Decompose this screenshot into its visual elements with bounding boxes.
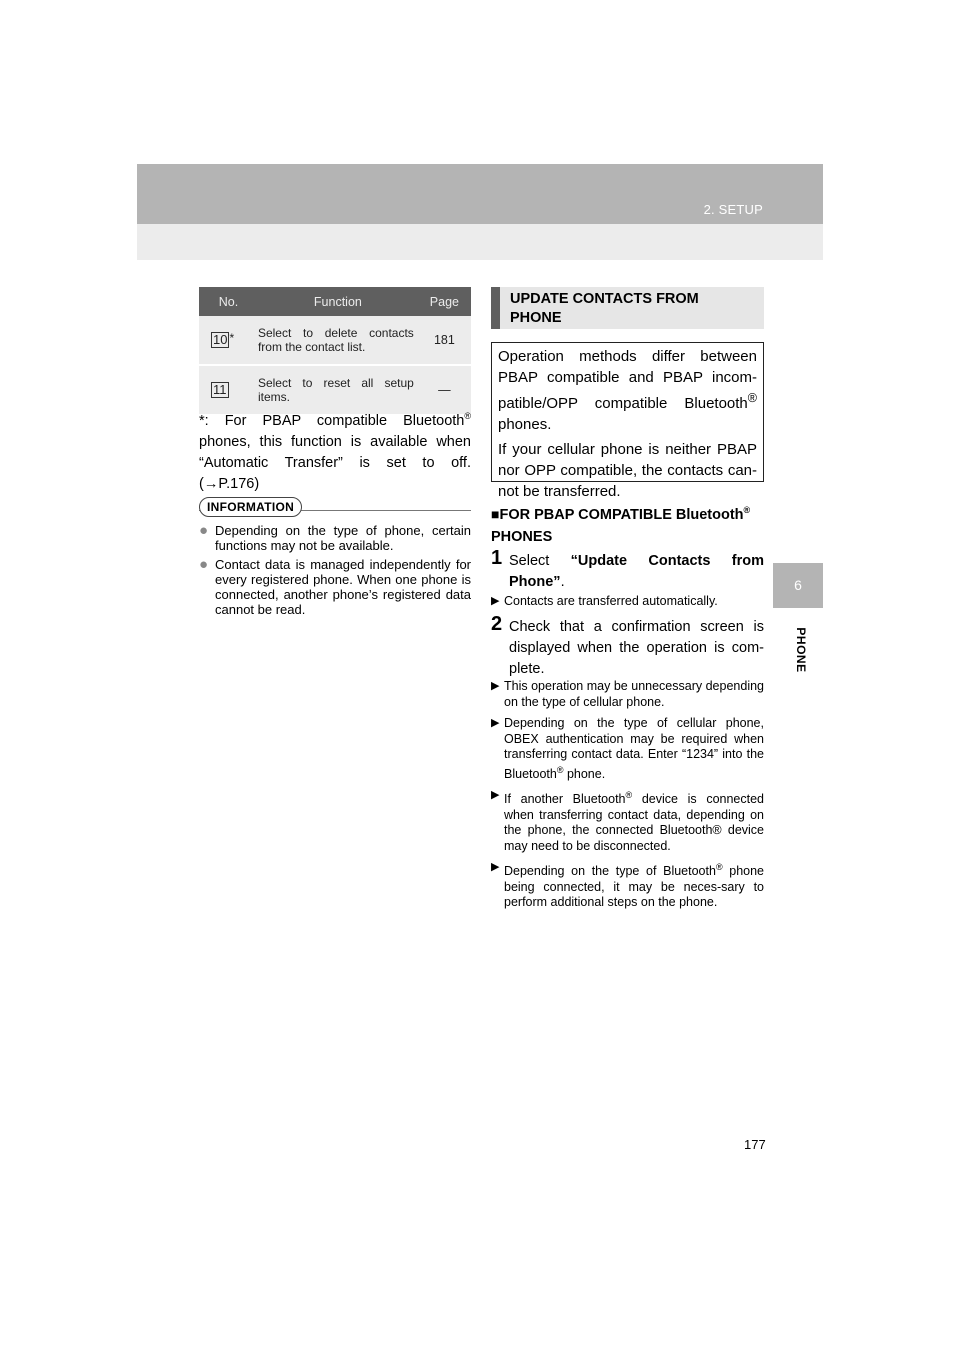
row-function: Select to reset all setup items. xyxy=(258,365,418,415)
column-header-page: Page xyxy=(418,287,471,316)
bullet-triangle-icon: ▶ xyxy=(491,680,500,692)
heading-bar xyxy=(491,287,500,329)
information-list xyxy=(199,523,471,617)
step-number: 2 xyxy=(491,613,503,635)
section-title: UPDATE CONTACTS FROM PHONE xyxy=(510,291,699,326)
row-function: Select to delete contacts from the contact list. xyxy=(258,316,418,365)
row-page: — xyxy=(418,365,471,415)
chapter-label: PHONE xyxy=(794,627,808,673)
column-header-no: No. xyxy=(199,287,258,316)
bullet-triangle-icon: ▶ xyxy=(491,595,500,607)
square-marker-icon: ■ xyxy=(491,505,500,522)
column-header-function: Function xyxy=(258,287,418,316)
table-footnote: *: For PBAP compatible Bluetooth® phones, this function is available when “Automatic Transfer” is set to off. (→P.176) xyxy=(199,411,471,492)
row-marker: * xyxy=(229,331,235,345)
list-item: ▶ This operation may be unnecessary depending on the type of cellular phone. xyxy=(491,679,764,709)
list-item: ● Depending on the type of phone, certain functions may not be available. xyxy=(199,522,471,553)
list-item: ▶ If another Bluetooth® device is connected when transferring contact data, depending on the phone, the connected Bluetooth® device may need to be disconnected. xyxy=(491,789,765,853)
step-number: 1 xyxy=(491,547,503,569)
step-2: 2 Check that a confirmation screen is displayed when the operation is com-plete. xyxy=(491,613,764,677)
list-item: ▶ Depending on the type of cellular phone, OBEX authentication may be required when transferring contact data. Enter “1234” into the Bluetooth® phone. xyxy=(491,716,764,781)
row-number: 10 xyxy=(213,332,228,347)
page-number: 177 xyxy=(744,1137,766,1152)
subheading: ■FOR PBAP COMPATIBLE Bluetooth® PHONES xyxy=(491,505,751,545)
step-2-notes xyxy=(491,679,764,917)
list-item: ▶ Contacts are transferred automatically. xyxy=(491,594,718,608)
function-table xyxy=(199,287,471,416)
list-item: ● Contact data is managed independently for every registered phone. When one phone is connected, another phone’s registered data cannot be read. xyxy=(199,556,471,617)
note-box xyxy=(491,342,764,500)
note-paragraph: Operation methods differ between PBAP compatible and PBAP incom-patible/OPP compatible Bluetooth® phones. xyxy=(498,348,757,433)
section-heading xyxy=(491,287,764,329)
information-box xyxy=(199,497,471,621)
row-page: 181 xyxy=(418,316,471,365)
bullet-triangle-icon: ▶ xyxy=(491,789,500,802)
information-label: INFORMATION xyxy=(199,497,302,517)
bullet-triangle-icon: ▶ xyxy=(491,861,500,874)
note-paragraph: If your cellular phone is neither PBAP nor OPP compatible, the contacts can-not be transferred. xyxy=(498,441,757,500)
step-1-notes xyxy=(491,594,764,616)
table-row xyxy=(199,316,471,365)
chapter-tab: 6 xyxy=(773,563,823,608)
bullet-icon: ● xyxy=(199,556,209,573)
arrow-icon: → xyxy=(203,475,219,492)
step-1: 1 Select “Update Contacts from Phone”. xyxy=(491,547,764,590)
section-header: 2. SETUP xyxy=(703,202,763,217)
bullet-triangle-icon: ▶ xyxy=(491,717,500,729)
row-number: 11 xyxy=(213,382,227,397)
list-item: ▶ Depending on the type of Bluetooth® phone being connected, it may be neces-sary to perform additional steps on the phone. xyxy=(491,861,765,910)
bullet-icon: ● xyxy=(199,522,209,539)
header-subband xyxy=(137,224,823,260)
